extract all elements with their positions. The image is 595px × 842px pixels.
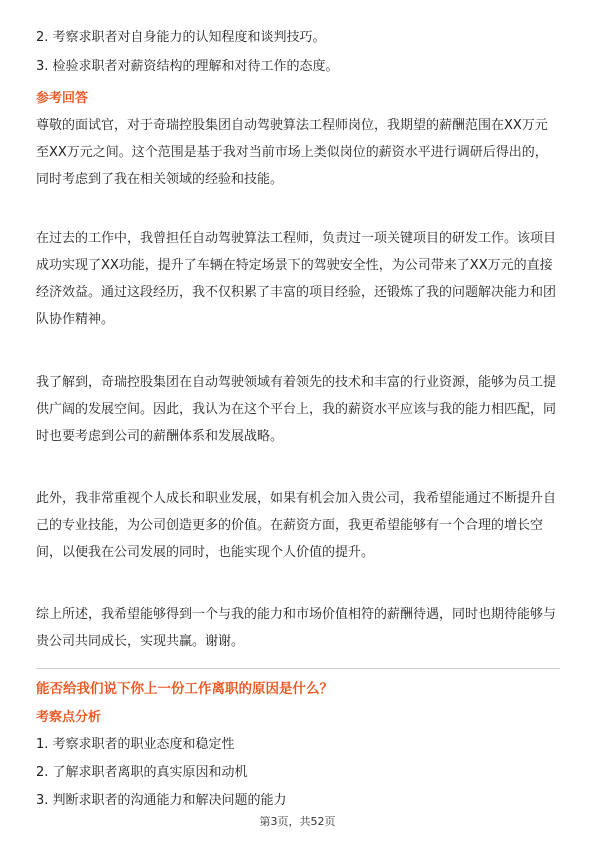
list-item: 3. 检验求职者对薪资结构的理解和对待工作的态度。 <box>36 59 339 74</box>
answer-paragraph: 此外，我非常重视个人成长和职业发展，如果有机会加入贵公司，我希望能通过不断提升自己的专业技能，为公司创造更多的价值。在薪资方面，我更希望能够有一个合理的增长空间，以便我在公司发展的同时，也能实现个人价值的提升。 <box>36 491 557 560</box>
answer-heading: 参考回答 <box>36 91 89 106</box>
answer-paragraph: 尊敬的面试官，对于奇瑞控股集团自动驾驶算法工程师岗位，我期望的薪酬范围在XX万元至XX万元之间。这个范围是基于我对当前市场上类似岗位的薪资水平进行调研后得出的，同时考虑到了我在相关领域的经验和技能。 <box>36 118 548 187</box>
answer-paragraph: 在过去的工作中，我曾担任自动驾驶算法工程师，负责过一项关键项目的研发工作。该项目成功实现了XX功能，提升了车辆在特定场景下的驾驶安全性，为公司带来了XX万元的直接经济效益。通过这段经历，我不仅积累了丰富的项目经验，还锻炼了我的问题解决能力和团队协作精神。 <box>36 231 557 327</box>
question-heading: 能否给我们说下你上一份工作离职的原因是什么？ <box>36 681 333 697</box>
list-item: 2. 了解求职者离职的真实原因和动机 <box>36 765 248 780</box>
list-item: 2. 考察求职者对自身能力的认知程度和谈判技巧。 <box>36 30 326 45</box>
list-item: 3. 判断求职者的沟通能力和解决问题的能力 <box>36 793 287 808</box>
section-divider <box>36 668 560 669</box>
page-number: 第3页，共52页 <box>259 815 336 828</box>
list-item: 1. 考察求职者的职业态度和稳定性 <box>36 737 235 752</box>
analysis-heading: 考察点分析 <box>36 710 102 725</box>
answer-paragraph: 综上所述，我希望能够得到一个与我的能力和市场价值相符的薪酬待遇，同时也期待能够与贵公司共同成长，实现共赢。谢谢。 <box>36 607 557 649</box>
answer-paragraph: 我了解到，奇瑞控股集团在自动驾驶领域有着领先的技术和丰富的行业资源，能够为员工提供广阔的发展空间。因此，我认为在这个平台上，我的薪资水平应该与我的能力相匹配，同时也要考虑到公司的薪酬体系和发展战略。 <box>36 375 557 444</box>
